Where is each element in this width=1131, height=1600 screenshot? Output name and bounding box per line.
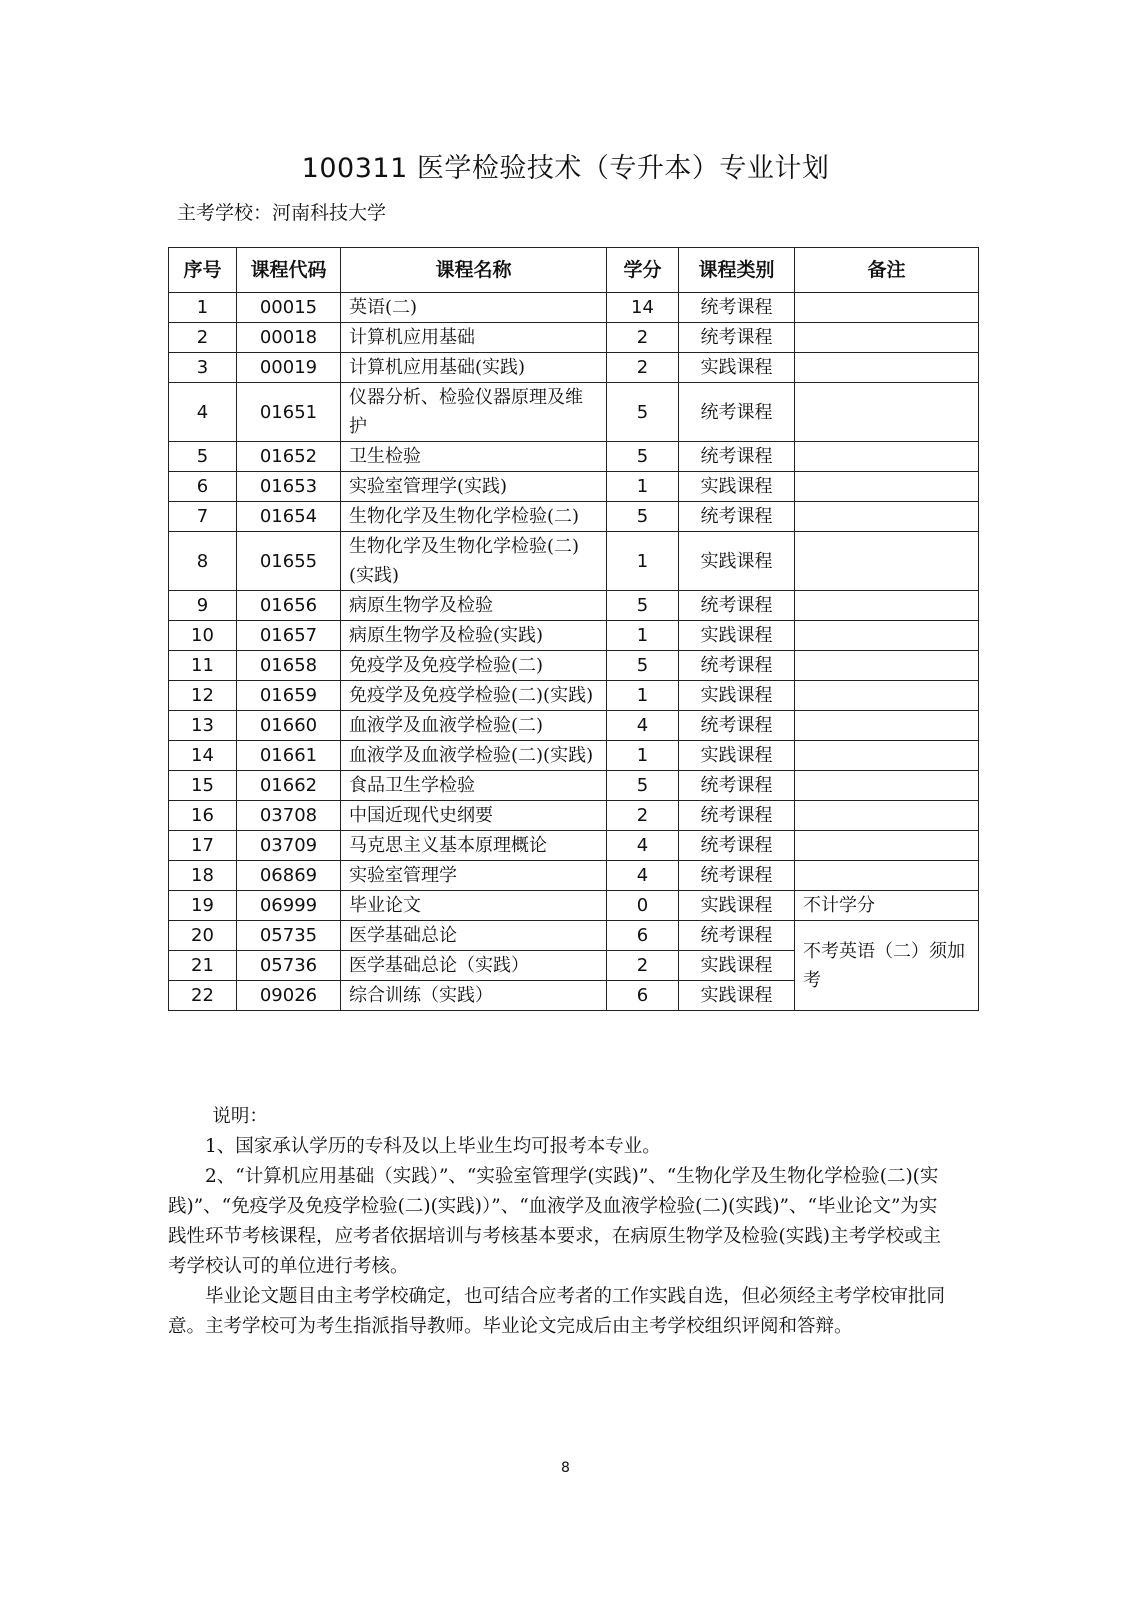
row-no: 12 (169, 681, 237, 711)
row-name: 免疫学及免疫学检验(二) (341, 651, 607, 681)
row-category: 统考课程 (679, 771, 795, 801)
table-row (169, 293, 979, 323)
row-code: 01660 (237, 711, 341, 741)
row-no: 11 (169, 651, 237, 681)
row-category: 实践课程 (679, 951, 795, 981)
row-remark (795, 831, 979, 861)
row-code: 01656 (237, 591, 341, 621)
row-code: 03709 (237, 831, 341, 861)
row-no: 14 (169, 741, 237, 771)
row-category: 统考课程 (679, 921, 795, 951)
note-item-2: 2、“计算机应用基础（实践）”、“实验室管理学(实践)”、“生物化学及生物化学检验(二)(实践)”、“免疫学及免疫学检验(二)(实践)）”、“血液学及血液学检验(二)(实践)”、“毕业论文”为实践性环节考核课程，应考者依据培训与考核基本要求，在病原生物学及检验(实践)主考学校或主考学校认可的单位进行考核。 (168, 1166, 941, 1277)
note-item-1: 1、国家承认学历的专科及以上毕业生均可报考本专业。 (205, 1136, 661, 1157)
row-name: 医学基础总论（实践） (341, 951, 607, 981)
row-category: 实践课程 (679, 532, 795, 591)
row-code: 00019 (237, 353, 341, 383)
row-category: 实践课程 (679, 741, 795, 771)
page-number: 8 (561, 1460, 570, 1476)
table-row (169, 741, 979, 771)
row-category: 统考课程 (679, 651, 795, 681)
header-remark: 备注 (795, 248, 979, 293)
row-credit: 4 (607, 711, 679, 741)
row-credit: 1 (607, 532, 679, 591)
row-remark (795, 383, 979, 442)
row-no: 4 (169, 383, 237, 442)
row-code: 06869 (237, 861, 341, 891)
row-name: 实验室管理学(实践) (341, 472, 607, 502)
row-credit: 2 (607, 353, 679, 383)
table-row (169, 383, 979, 442)
row-name: 综合训练（实践） (341, 981, 607, 1011)
row-credit: 2 (607, 801, 679, 831)
row-credit: 2 (607, 951, 679, 981)
row-code: 01653 (237, 472, 341, 502)
table-row (169, 831, 979, 861)
row-no: 15 (169, 771, 237, 801)
row-name: 实验室管理学 (341, 861, 607, 891)
table-row (169, 651, 979, 681)
note-item-3: 毕业论文题目由主考学校确定，也可结合应考者的工作实践自选，但必须经主考学校审批同意。主考学校可为考生指派指导教师。毕业论文完成后由主考学校组织评阅和答辩。 (168, 1286, 946, 1337)
row-name: 马克思主义基本原理概论 (341, 831, 607, 861)
row-no: 20 (169, 921, 237, 951)
row-remark (795, 771, 979, 801)
table-row (169, 711, 979, 741)
row-name: 毕业论文 (341, 891, 607, 921)
row-code: 01661 (237, 741, 341, 771)
header-no: 序号 (169, 248, 237, 293)
row-credit: 2 (607, 323, 679, 353)
row-remark (795, 591, 979, 621)
row-category: 统考课程 (679, 442, 795, 472)
row-code: 01651 (237, 383, 341, 442)
row-remark: 不计学分 (795, 891, 979, 921)
row-credit: 4 (607, 861, 679, 891)
row-no: 22 (169, 981, 237, 1011)
row-code: 01657 (237, 621, 341, 651)
table-row (169, 861, 979, 891)
row-credit: 6 (607, 981, 679, 1011)
row-category: 统考课程 (679, 502, 795, 532)
row-no: 8 (169, 532, 237, 591)
row-remark (795, 442, 979, 472)
row-no: 5 (169, 442, 237, 472)
row-no: 2 (169, 323, 237, 353)
table-header-row (169, 248, 979, 293)
row-category: 统考课程 (679, 591, 795, 621)
row-code: 05736 (237, 951, 341, 981)
table-row (169, 681, 979, 711)
row-no: 21 (169, 951, 237, 981)
row-category: 实践课程 (679, 981, 795, 1011)
row-no: 1 (169, 293, 237, 323)
table-row (169, 442, 979, 472)
row-category: 实践课程 (679, 891, 795, 921)
row-no: 10 (169, 621, 237, 651)
row-remark (795, 502, 979, 532)
row-name: 生物化学及生物化学检验(二)(实践) (341, 532, 607, 591)
row-remark (795, 681, 979, 711)
row-no: 16 (169, 801, 237, 831)
row-remark (795, 711, 979, 741)
row-name: 医学基础总论 (341, 921, 607, 951)
row-code: 01654 (237, 502, 341, 532)
row-category: 统考课程 (679, 383, 795, 442)
row-credit: 5 (607, 383, 679, 442)
row-no: 18 (169, 861, 237, 891)
row-category: 统考课程 (679, 801, 795, 831)
school-line: 主考学校：河南科技大学 (177, 202, 387, 224)
row-name: 卫生检验 (341, 442, 607, 472)
row-no: 7 (169, 502, 237, 532)
row-code: 05735 (237, 921, 341, 951)
row-category: 统考课程 (679, 293, 795, 323)
row-remark (795, 621, 979, 651)
row-code: 09026 (237, 981, 341, 1011)
row-credit: 5 (607, 591, 679, 621)
row-credit: 6 (607, 921, 679, 951)
course-plan-table (168, 247, 979, 1011)
row-remark (795, 532, 979, 591)
row-name: 病原生物学及检验 (341, 591, 607, 621)
row-credit: 1 (607, 472, 679, 502)
table-row (169, 891, 979, 921)
row-no: 9 (169, 591, 237, 621)
row-remark (795, 323, 979, 353)
row-credit: 1 (607, 681, 679, 711)
row-remark (795, 472, 979, 502)
row-category: 实践课程 (679, 353, 795, 383)
row-code: 01652 (237, 442, 341, 472)
row-remark-merged: 不考英语（二）须加考 (795, 921, 979, 1011)
header-code: 课程代码 (237, 248, 341, 293)
table-row (169, 921, 979, 951)
row-name: 血液学及血液学检验(二) (341, 711, 607, 741)
row-name: 血液学及血液学检验(二)(实践) (341, 741, 607, 771)
row-remark (795, 741, 979, 771)
row-credit: 0 (607, 891, 679, 921)
table-row (169, 771, 979, 801)
row-name: 英语(二) (341, 293, 607, 323)
row-remark (795, 353, 979, 383)
row-code: 01659 (237, 681, 341, 711)
row-name: 仪器分析、检验仪器原理及维护 (341, 383, 607, 442)
row-no: 19 (169, 891, 237, 921)
row-name: 计算机应用基础(实践) (341, 353, 607, 383)
row-category: 实践课程 (679, 472, 795, 502)
row-no: 17 (169, 831, 237, 861)
row-credit: 4 (607, 831, 679, 861)
notes-heading: 说明： (212, 1106, 268, 1127)
row-name: 生物化学及生物化学检验(二) (341, 502, 607, 532)
row-code: 01658 (237, 651, 341, 681)
row-category: 实践课程 (679, 681, 795, 711)
page-title: 100311 医学检验技术（专升本）专业计划 (301, 153, 830, 184)
row-remark (795, 293, 979, 323)
row-category: 统考课程 (679, 711, 795, 741)
row-credit: 5 (607, 502, 679, 532)
header-name: 课程名称 (341, 248, 607, 293)
row-no: 3 (169, 353, 237, 383)
row-category: 统考课程 (679, 831, 795, 861)
row-code: 01662 (237, 771, 341, 801)
table-row (169, 472, 979, 502)
row-name: 计算机应用基础 (341, 323, 607, 353)
row-name: 病原生物学及检验(实践) (341, 621, 607, 651)
table-row (169, 532, 979, 591)
row-category: 实践课程 (679, 621, 795, 651)
row-remark (795, 861, 979, 891)
row-category: 统考课程 (679, 861, 795, 891)
row-remark (795, 801, 979, 831)
row-code: 06999 (237, 891, 341, 921)
table-row (169, 621, 979, 651)
header-category: 课程类别 (679, 248, 795, 293)
row-code: 00018 (237, 323, 341, 353)
table-row (169, 353, 979, 383)
row-remark (795, 651, 979, 681)
row-name: 免疫学及免疫学检验(二)(实践) (341, 681, 607, 711)
row-credit: 5 (607, 442, 679, 472)
row-code: 03708 (237, 801, 341, 831)
table-row (169, 502, 979, 532)
row-credit: 1 (607, 741, 679, 771)
table-row (169, 801, 979, 831)
row-credit: 5 (607, 651, 679, 681)
row-name: 食品卫生学检验 (341, 771, 607, 801)
row-category: 统考课程 (679, 323, 795, 353)
row-name: 中国近现代史纲要 (341, 801, 607, 831)
table-row (169, 591, 979, 621)
row-code: 01655 (237, 532, 341, 591)
header-credit: 学分 (607, 248, 679, 293)
row-no: 6 (169, 472, 237, 502)
row-credit: 5 (607, 771, 679, 801)
table-row (169, 323, 979, 353)
row-code: 00015 (237, 293, 341, 323)
notes-section (168, 1102, 948, 1342)
row-credit: 14 (607, 293, 679, 323)
row-credit: 1 (607, 621, 679, 651)
row-no: 13 (169, 711, 237, 741)
